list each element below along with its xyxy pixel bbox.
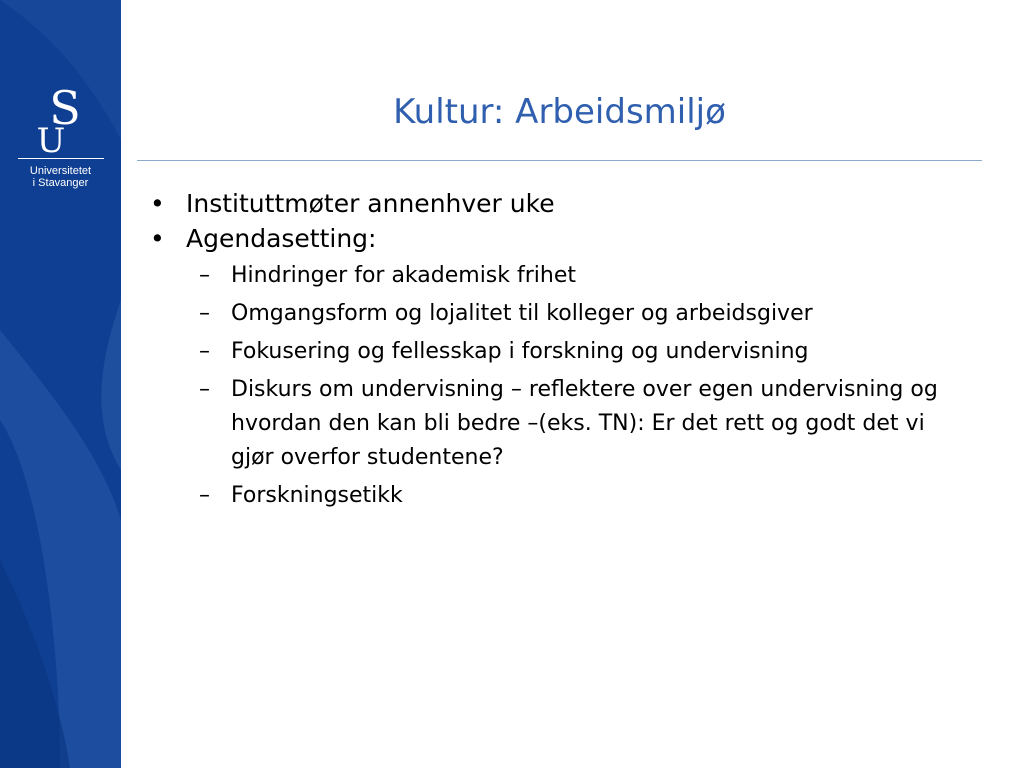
- dash-icon: –: [199, 301, 210, 326]
- dash-icon: –: [199, 339, 210, 364]
- bullet-item: [146, 186, 966, 221]
- uis-logo-mark-icon: [21, 84, 101, 154]
- sub-bullet-item: [146, 259, 966, 293]
- sub-bullet-text: Forskningsetikk: [231, 483, 403, 508]
- sub-bullet-text: Omgangsform og lojalitet til kolleger og arbeidsgiver: [231, 301, 813, 326]
- logo-text-line2: i Stavanger: [32, 177, 89, 189]
- bullet-text: Instituttmøter annenhver uke: [186, 189, 555, 218]
- logo-letter-s: S: [48, 84, 81, 135]
- logo-divider: [18, 158, 104, 159]
- sub-bullet-item: [146, 335, 966, 369]
- dash-icon: –: [199, 483, 210, 508]
- sub-bullet-text: Hindringer for akademisk frihet: [231, 263, 577, 288]
- bullet-icon: •: [150, 189, 165, 218]
- bullet-list: [146, 186, 966, 517]
- sub-bullet-item: [146, 479, 966, 513]
- sub-bullet-text: Diskurs om undervisning – reflektere over egen undervisning og hvordan den kan bli bedre –(eks. TN): Er det rett og godt det vi gjør overfor studentene?: [231, 377, 938, 470]
- logo-text-line1: Universitetet: [29, 165, 92, 177]
- dash-icon: –: [199, 263, 210, 288]
- bullet-icon: •: [150, 224, 165, 253]
- bullet-item: [146, 221, 966, 256]
- sub-bullet-item: [146, 373, 966, 475]
- dash-icon: –: [199, 377, 210, 402]
- bullet-text: Agendasetting:: [186, 224, 377, 253]
- university-logo: [0, 84, 121, 189]
- title-divider: [137, 160, 982, 161]
- sub-bullet-item: [146, 297, 966, 331]
- sidebar-band: [0, 0, 121, 768]
- logo-letter-u: U: [36, 121, 65, 154]
- sub-bullet-text: Fokusering og fellesskap i forskning og undervisning: [231, 339, 809, 364]
- slide-title: Kultur: Arbeidsmiljø: [393, 92, 726, 132]
